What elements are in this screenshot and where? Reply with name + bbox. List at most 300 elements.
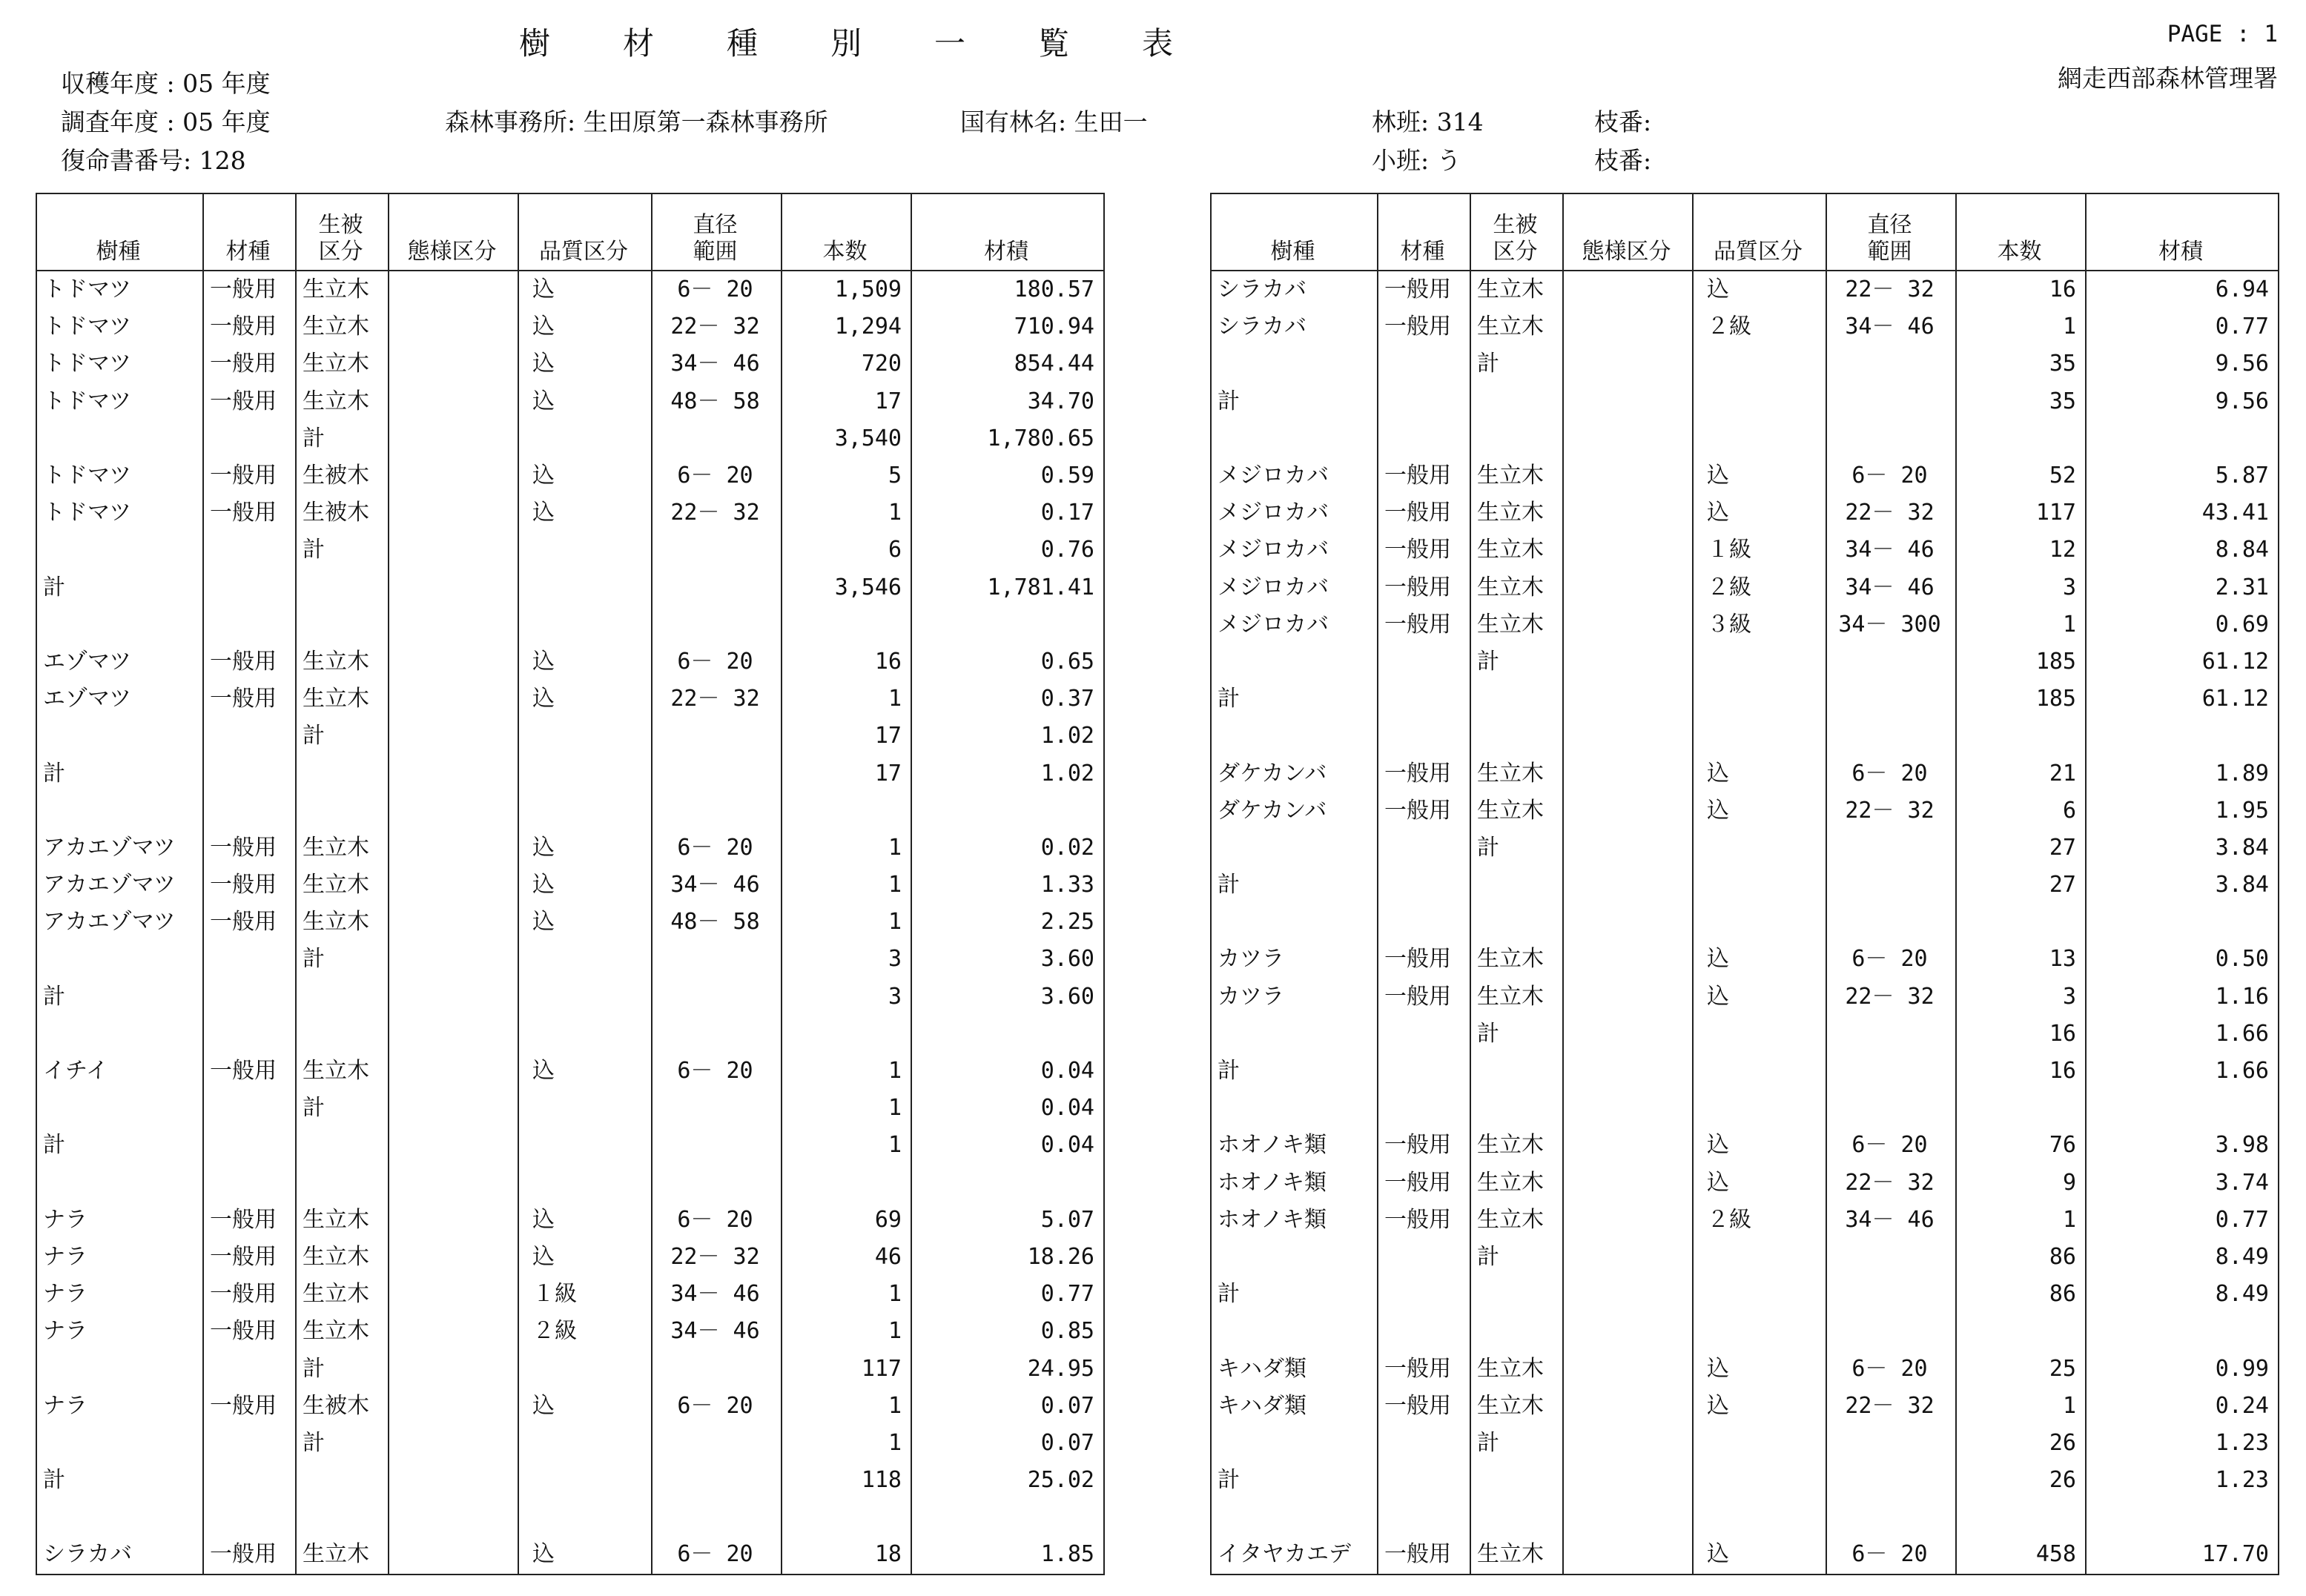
cell-diameter-range: 6－ 20 [652,1202,782,1239]
cell-growth-class: 生立木 [296,830,389,867]
cell-growth-class: 計 [296,1350,389,1387]
cell-timber-type: 一般用 [1378,606,1470,643]
cell-quality-class: 込 [518,494,652,532]
cell-growth-class [1470,718,1563,755]
cell-volume: 3.84 [2086,830,2279,867]
cell-volume: 180.57 [911,271,1104,308]
cell-diameter-range [1826,420,1956,457]
cell-volume: 3.84 [2086,867,2279,904]
cell-quality-class [1693,681,1826,718]
cell-timber-type [1378,345,1470,383]
title-char: 一 [934,25,966,62]
column-header-species: 樹種 [36,193,203,271]
cell-species: キハダ類 [1211,1350,1378,1387]
cell-timber-type [1378,1313,1470,1350]
cell-volume: 61.12 [2086,643,2279,681]
order-number: 復命書番号: 128 [61,146,246,175]
cell-diameter-range: 22－ 32 [1826,792,1956,830]
cell-volume: 25.02 [911,1462,1104,1499]
cell-growth-class [296,979,389,1016]
cell-quality-class [1693,345,1826,383]
cell-tree-count: 3 [1956,979,2086,1016]
cell-species [1211,420,1378,457]
cell-timber-type: 一般用 [1378,271,1470,308]
cell-timber-type [1378,420,1470,457]
cell-condition-class [389,1239,518,1276]
cell-growth-class [1470,1313,1563,1350]
cell-growth-class: 生被木 [296,457,389,494]
cell-species: ナラ [36,1202,203,1239]
cell-quality-class: 込 [1693,755,1826,792]
cell-tree-count: 16 [1956,1016,2086,1053]
cell-volume: 1,780.65 [911,420,1104,457]
cell-tree-count: 1 [782,1053,911,1090]
cell-quality-class [1693,643,1826,681]
cell-diameter-range [652,420,782,457]
cell-tree-count: 6 [1956,792,2086,830]
cell-quality-class: 込 [1693,494,1826,532]
cell-timber-type [203,1127,296,1164]
cell-quality-class [518,1127,652,1164]
cell-quality-class [1693,1462,1826,1499]
cell-timber-type: 一般用 [203,1276,296,1313]
cell-timber-type [1378,681,1470,718]
cell-diameter-range: 6－ 20 [652,1053,782,1090]
cell-diameter-range [1826,1016,1956,1053]
cell-condition-class [1563,1165,1693,1202]
cell-volume: 0.77 [2086,308,2279,345]
cell-growth-class: 生立木 [296,867,389,904]
cell-growth-class [1470,867,1563,904]
cell-condition-class [1563,718,1693,755]
cell-volume: 1.23 [2086,1462,2279,1499]
table-row [1211,1388,2279,1425]
cell-species [1211,345,1378,383]
cell-timber-type [203,792,296,830]
cell-condition-class [1563,1053,1693,1090]
cell-timber-type: 一般用 [203,1053,296,1090]
table-row [1211,792,2279,830]
cell-tree-count [782,1499,911,1536]
cell-quality-class [1693,904,1826,941]
table-row [36,1536,1104,1574]
cell-species: トドマツ [36,345,203,383]
cell-growth-class: 生被木 [296,494,389,532]
cell-diameter-range [652,1090,782,1127]
cell-condition-class [389,569,518,606]
cell-tree-count [782,1165,911,1202]
table-row [36,904,1104,941]
cell-diameter-range [1826,1090,1956,1127]
cell-condition-class [389,1165,518,1202]
cell-volume: 0.65 [911,643,1104,681]
cell-volume [911,1016,1104,1053]
cell-volume: 1.95 [2086,792,2279,830]
cell-species [36,420,203,457]
cell-tree-count: 1 [782,1425,911,1462]
cell-timber-type: 一般用 [203,308,296,345]
cell-volume: 43.41 [2086,494,2279,532]
cell-quality-class: 込 [1693,1127,1826,1164]
cell-tree-count: 35 [1956,383,2086,420]
cell-species: 計 [1211,867,1378,904]
cell-growth-class: 生立木 [296,681,389,718]
cell-timber-type: 一般用 [1378,569,1470,606]
cell-growth-class: 計 [1470,1016,1563,1053]
cell-volume: 5.07 [911,1202,1104,1239]
cell-species [36,1016,203,1053]
cell-volume: 9.56 [2086,345,2279,383]
cell-volume [2086,1499,2279,1536]
cell-timber-type: 一般用 [203,345,296,383]
cell-species [1211,1090,1378,1127]
cell-quality-class: ２級 [1693,308,1826,345]
cell-diameter-range: 22－ 32 [652,494,782,532]
cell-tree-count: 26 [1956,1425,2086,1462]
title-char: 別 [830,25,862,62]
cell-volume: 3.60 [911,979,1104,1016]
table-row [36,271,1104,308]
cell-condition-class [1563,1202,1693,1239]
table-row [1211,1016,2279,1053]
table-row [1211,1165,2279,1202]
cell-species: 計 [1211,681,1378,718]
cell-growth-class: 生立木 [1470,494,1563,532]
cell-diameter-range: 22－ 32 [652,681,782,718]
cell-species [36,1350,203,1387]
cell-diameter-range: 34－ 46 [652,345,782,383]
cell-quality-class [1693,1276,1826,1313]
cell-species: トドマツ [36,271,203,308]
cell-diameter-range: 6－ 20 [652,1388,782,1425]
cell-condition-class [1563,792,1693,830]
cell-tree-count: 1 [782,867,911,904]
cell-growth-class: 生立木 [296,345,389,383]
table-row [1211,1276,2279,1313]
cell-species [1211,830,1378,867]
cell-volume: 0.77 [2086,1202,2279,1239]
cell-species: ホオノキ類 [1211,1165,1378,1202]
cell-diameter-range: 6－ 20 [652,643,782,681]
cell-timber-type: 一般用 [1378,1202,1470,1239]
table-row [36,345,1104,383]
title-char: 表 [1142,25,1174,62]
cell-condition-class [1563,271,1693,308]
cell-volume: 1.33 [911,867,1104,904]
table-row [36,532,1104,569]
cell-diameter-range [1826,681,1956,718]
table-row [36,494,1104,532]
cell-quality-class: ２級 [1693,1202,1826,1239]
cell-growth-class: 生立木 [1470,532,1563,569]
cell-volume [911,792,1104,830]
cell-condition-class [1563,1239,1693,1276]
cell-condition-class [1563,569,1693,606]
cell-tree-count: 26 [1956,1462,2086,1499]
cell-tree-count: 12 [1956,532,2086,569]
cell-volume: 3.60 [911,941,1104,978]
cell-quality-class [518,1016,652,1053]
column-header-diameter-range: 直径 範囲 [1826,193,1956,271]
cell-timber-type: 一般用 [1378,308,1470,345]
cell-condition-class [389,1462,518,1499]
table-row [36,308,1104,345]
cell-timber-type [203,1090,296,1127]
cell-volume: 8.49 [2086,1276,2279,1313]
cell-tree-count: 86 [1956,1239,2086,1276]
cell-species: 計 [1211,1053,1378,1090]
cell-species: トドマツ [36,457,203,494]
cell-volume: 18.26 [911,1239,1104,1276]
harvest-year: 収穫年度 : 05 年度 [61,69,271,98]
cell-quality-class: 込 [518,681,652,718]
cell-growth-class: 生立木 [1470,941,1563,978]
cell-species [36,1425,203,1462]
cell-species: ダケカンバ [1211,792,1378,830]
cell-tree-count: 9 [1956,1165,2086,1202]
cell-quality-class: １級 [1693,532,1826,569]
cell-timber-type [203,979,296,1016]
cell-growth-class: 計 [296,1425,389,1462]
cell-condition-class [389,1350,518,1387]
cell-quality-class: ２級 [518,1313,652,1350]
cell-quality-class: ２級 [1693,569,1826,606]
cell-condition-class [389,271,518,308]
rinpan: 林班: 314 [1372,107,1484,136]
cell-quality-class [1693,1016,1826,1053]
cell-quality-class [518,792,652,830]
cell-condition-class [1563,345,1693,383]
column-header-diameter-range: 直径 範囲 [652,193,782,271]
cell-species: イチイ [36,1053,203,1090]
cell-quality-class: １級 [518,1276,652,1313]
cell-growth-class: 生立木 [296,308,389,345]
cell-tree-count: 76 [1956,1127,2086,1164]
cell-volume: 0.50 [2086,941,2279,978]
table-row [36,941,1104,978]
cell-timber-type: 一般用 [203,1202,296,1239]
cell-species: 計 [36,569,203,606]
cell-timber-type [1378,904,1470,941]
cell-quality-class: 込 [518,1053,652,1090]
cell-diameter-range [1826,867,1956,904]
cell-species: ダケカンバ [1211,755,1378,792]
cell-timber-type [203,755,296,792]
cell-volume: 1.66 [2086,1016,2279,1053]
cell-condition-class [1563,383,1693,420]
cell-condition-class [389,383,518,420]
cell-tree-count: 1 [782,1276,911,1313]
cell-timber-type: 一般用 [1378,1536,1470,1574]
cell-diameter-range [652,941,782,978]
cell-condition-class [389,681,518,718]
cell-volume [911,1165,1104,1202]
cell-quality-class: 込 [1693,941,1826,978]
cell-growth-class [296,569,389,606]
cell-condition-class [1563,1127,1693,1164]
cell-growth-class: 生立木 [1470,606,1563,643]
cell-diameter-range [652,1499,782,1536]
cell-growth-class [296,1127,389,1164]
cell-quality-class [1693,830,1826,867]
cell-diameter-range [1826,1313,1956,1350]
table-row [36,1202,1104,1239]
cell-timber-type [203,420,296,457]
cell-diameter-range [1826,1053,1956,1090]
cell-timber-type [203,1425,296,1462]
cell-species [1211,1425,1378,1462]
table-row [36,830,1104,867]
cell-growth-class: 計 [1470,643,1563,681]
cell-species [36,1165,203,1202]
cell-quality-class [518,1090,652,1127]
cell-timber-type: 一般用 [203,1536,296,1574]
cell-tree-count [1956,1313,2086,1350]
cell-species: ホオノキ類 [1211,1202,1378,1239]
cell-timber-type [1378,1239,1470,1276]
cell-volume: 0.02 [911,830,1104,867]
cell-tree-count: 16 [1956,271,2086,308]
cell-quality-class: 込 [518,457,652,494]
timber-table-left [36,193,1105,1575]
cell-quality-class [518,1350,652,1387]
cell-condition-class [389,904,518,941]
cell-growth-class [296,1016,389,1053]
cell-species: トドマツ [36,383,203,420]
cell-volume: 8.84 [2086,532,2279,569]
cell-quality-class: 込 [1693,1350,1826,1387]
cell-diameter-range [1826,1462,1956,1499]
cell-quality-class: 込 [1693,1536,1826,1574]
cell-diameter-range: 6－ 20 [1826,941,1956,978]
column-header-growth-class: 生被 区分 [296,193,389,271]
cell-species: トドマツ [36,494,203,532]
table-row [1211,345,2279,383]
cell-volume: 0.07 [911,1425,1104,1462]
cell-diameter-range [652,1165,782,1202]
cell-volume: 1.85 [911,1536,1104,1574]
cell-species: ナラ [36,1239,203,1276]
cell-species: アカエゾマツ [36,830,203,867]
page-number: PAGE : 1 [2167,21,2278,47]
cell-species: ナラ [36,1313,203,1350]
table-row [1211,606,2279,643]
forest-office: 森林事務所: 生田原第一森林事務所 [445,107,828,136]
cell-species: 計 [36,1462,203,1499]
cell-tree-count: 35 [1956,345,2086,383]
table-row [1211,1462,2279,1499]
cell-quality-class: 込 [518,383,652,420]
table-row [1211,830,2279,867]
cell-quality-class [1693,1090,1826,1127]
cell-volume: 3.98 [2086,1127,2279,1164]
cell-growth-class [1470,1090,1563,1127]
cell-timber-type: 一般用 [1378,941,1470,978]
column-header-quality-class: 品質区分 [518,193,652,271]
cell-species [36,1090,203,1127]
cell-diameter-range: 34－ 46 [652,867,782,904]
cell-volume: 2.31 [2086,569,2279,606]
cell-diameter-range [1826,1276,1956,1313]
cell-quality-class [1693,1425,1826,1462]
cell-growth-class: 生立木 [1470,1165,1563,1202]
national-forest-name: 国有林名: 生田一 [960,107,1148,136]
cell-species: エゾマツ [36,681,203,718]
column-header-condition-class: 態様区分 [389,193,518,271]
timber-table-right [1210,193,2279,1575]
table-row [1211,271,2279,308]
cell-species [1211,718,1378,755]
cell-species [1211,1313,1378,1350]
cell-species: カツラ [1211,979,1378,1016]
table-row [36,1053,1104,1090]
column-header-condition-class: 態様区分 [1563,193,1693,271]
table-row [1211,979,2279,1016]
cell-quality-class [518,1165,652,1202]
cell-quality-class: 込 [518,271,652,308]
cell-tree-count: 6 [782,532,911,569]
cell-species [36,718,203,755]
cell-condition-class [1563,1276,1693,1313]
cell-diameter-range: 34－ 46 [1826,1202,1956,1239]
table-row [36,643,1104,681]
cell-timber-type [203,569,296,606]
cell-growth-class: 生立木 [296,1239,389,1276]
table-row [36,1165,1104,1202]
cell-timber-type: 一般用 [1378,532,1470,569]
cell-growth-class [1470,1276,1563,1313]
cell-volume: 0.77 [911,1276,1104,1313]
cell-condition-class [389,420,518,457]
cell-condition-class [389,1016,518,1053]
cell-growth-class: 生立木 [1470,755,1563,792]
office-name: 網走西部森林管理署 [2058,64,2278,93]
cell-tree-count [1956,1499,2086,1536]
cell-diameter-range [652,755,782,792]
column-header-timber-type: 材種 [203,193,296,271]
cell-volume [2086,1090,2279,1127]
cell-quality-class [518,979,652,1016]
cell-volume [911,606,1104,643]
cell-volume: 17.70 [2086,1536,2279,1574]
cell-growth-class: 生立木 [1470,569,1563,606]
column-header-species: 樹種 [1211,193,1378,271]
cell-timber-type [1378,383,1470,420]
table-row [1211,1239,2279,1276]
cell-quality-class [518,1425,652,1462]
cell-volume: 710.94 [911,308,1104,345]
cell-growth-class: 生立木 [1470,308,1563,345]
cell-growth-class: 計 [1470,1239,1563,1276]
cell-growth-class [296,755,389,792]
cell-timber-type: 一般用 [1378,979,1470,1016]
table-row [36,755,1104,792]
table-row [36,420,1104,457]
cell-condition-class [389,606,518,643]
cell-species: シラカバ [1211,271,1378,308]
cell-volume: 0.24 [2086,1388,2279,1425]
cell-volume: 5.87 [2086,457,2279,494]
cell-growth-class [296,606,389,643]
cell-tree-count: 1 [782,681,911,718]
cell-timber-type: 一般用 [203,904,296,941]
cell-condition-class [1563,532,1693,569]
cell-volume: 24.95 [911,1350,1104,1387]
table-row [1211,755,2279,792]
cell-quality-class [1693,383,1826,420]
cell-quality-class: ３級 [1693,606,1826,643]
cell-volume [911,1499,1104,1536]
